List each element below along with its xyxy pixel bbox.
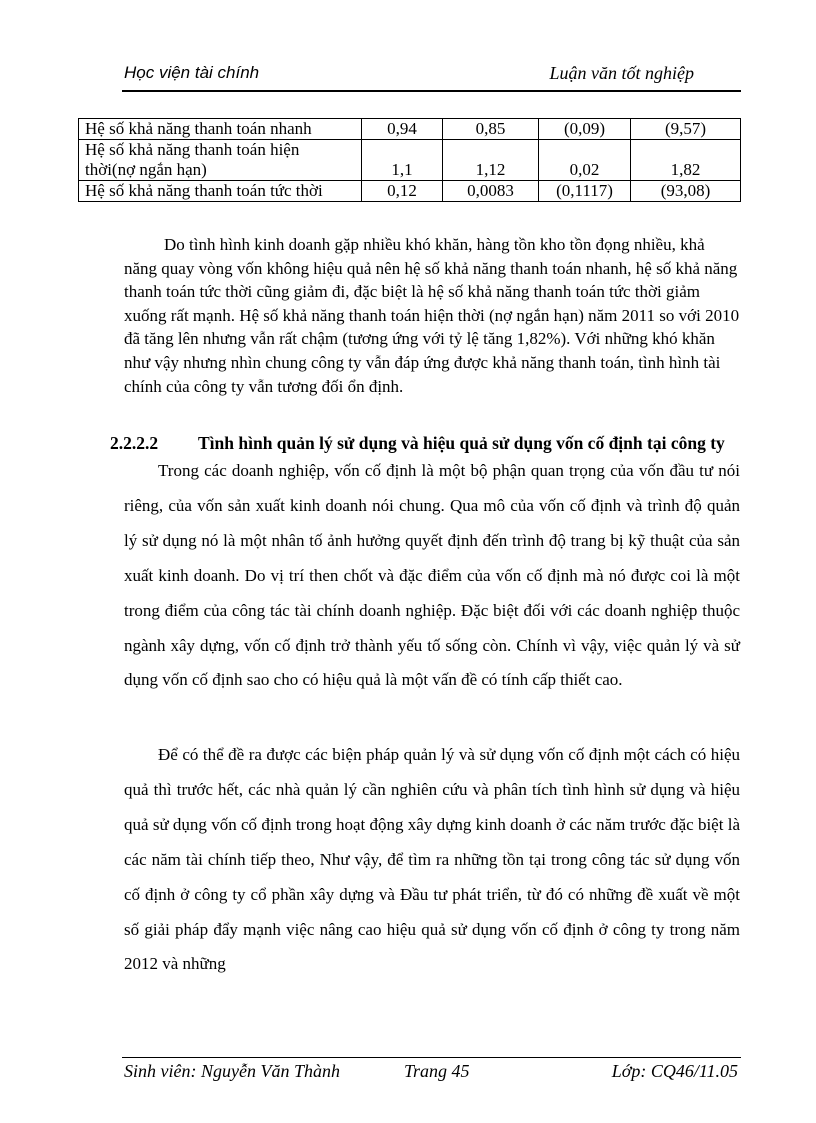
footer-student: Sinh viên: Nguyễn Văn Thành	[124, 1061, 340, 1081]
section-heading	[110, 433, 750, 454]
table-row	[79, 140, 741, 181]
table-cell: 1,12	[443, 140, 539, 181]
table-cell: 0,85	[443, 119, 539, 140]
header-divider	[122, 90, 741, 92]
liquidity-ratio-table	[78, 118, 741, 202]
table-cell-label: Hệ số khả năng thanh toán tức thời	[79, 181, 362, 202]
paragraph-text: Do tình hình kinh doanh gặp nhiều khó khăn, hàng tồn kho tồn đọng nhiều, khả năng quay vòng vốn không hiệu quả nên hệ số khả năng thanh toán nhanh, hệ số khả năng thanh toán tức thời cũng giảm đi, đặc biệt là hệ số khả năng thanh toán tức thời giảm xuống rất mạnh. Hệ số khả năng thanh toán hiện thời (nợ ngắn hạn) năm 2011 so với 2010 đã tăng lên nhưng vẫn rất chậm (tương ứng với tỷ lệ tăng 1,82%). Với những khó khăn như vậy nhưng nhìn chung công ty vẫn đáp ứng được khả năng thanh toán, tình hình tài chính của công ty vẫn tương đối ổn định.	[124, 235, 740, 396]
paragraph-text: Để có thể đề ra được các biện pháp quản lý và sử dụng vốn cố định một cách có hiệu quả thì trước hết, các nhà quản lý cần nghiên cứu và phân tích tình hình sử dụng và hiệu quả sử dụng vốn cố định trong hoạt động xây dựng kinh doanh ở các năm trước đặc biệt là các năm tài chính tiếp theo, Như vậy, để tìm ra những tồn tại trong công tác sử dụng vốn cố định ở công ty cổ phần xây dựng và Đầu tư phát triển, từ đó có những đề xuất về một số giải pháp đẩy mạnh việc nâng cao hiệu quả sử dụng vốn cố định ở công ty trong năm 2012 và những	[124, 745, 740, 974]
table-row	[79, 181, 741, 202]
table-cell: (0,09)	[539, 119, 631, 140]
footer-divider	[122, 1057, 741, 1058]
table-cell: 0,94	[362, 119, 443, 140]
paragraph-text: Trong các doanh nghiệp, vốn cố định là một bộ phận quan trọng của vốn đầu tư nói riêng, của vốn sản xuất kinh doanh nói chung. Qua mô của vốn cố định và trình độ quản lý sử dụng nó là một nhân tố ảnh hưởng quyết định đến trình độ trang bị kỹ thuật của sản xuất kinh doanh. Do vị trí then chốt và đặc điểm của vốn cố định mà nó được coi là một trong điểm của công tác tài chính doanh nghiệp. Đặc biệt đối với các doanh nghiệp thuộc ngành xây dựng, vốn cố định trở thành yếu tố sống còn. Chính vì vậy, việc quản lý và sử dụng vốn cố định sao cho có hiệu quả là một vấn đề có tính cấp thiết cao.	[124, 461, 740, 690]
table-cell: 1,82	[631, 140, 741, 181]
table-cell-label: Hệ số khả năng thanh toán nhanh	[79, 119, 362, 140]
table-cell: (0,1117)	[539, 181, 631, 202]
footer-page-number: Trang 45	[404, 1061, 470, 1081]
table-row	[79, 119, 741, 140]
table-cell: 0,0083	[443, 181, 539, 202]
section-title: Tình hình quản lý sử dụng và hiệu quả sử dụng vốn cố định tại công ty	[198, 433, 725, 453]
label-line-1: Hệ số khả năng thanh toán hiện	[85, 140, 300, 159]
table-cell: (9,57)	[631, 119, 741, 140]
paragraph-fixed-capital-measures	[124, 738, 740, 982]
label-line-2: thời(nợ ngắn hạn)	[85, 160, 207, 179]
table-cell: 0,02	[539, 140, 631, 181]
table-cell: 0,12	[362, 181, 443, 202]
paragraph-liquidity-analysis	[124, 233, 740, 398]
table-cell-label	[79, 140, 362, 181]
section-number: 2.2.2.2	[110, 433, 159, 453]
footer-class: Lớp: CQ46/11.05	[611, 1061, 738, 1081]
paragraph-fixed-capital-intro	[124, 454, 740, 698]
table-cell: 1,1	[362, 140, 443, 181]
header-document-type: Luận văn tốt nghiệp	[549, 63, 694, 83]
table-cell: (93,08)	[631, 181, 741, 202]
header-institution: Học viện tài chính	[124, 63, 260, 82]
